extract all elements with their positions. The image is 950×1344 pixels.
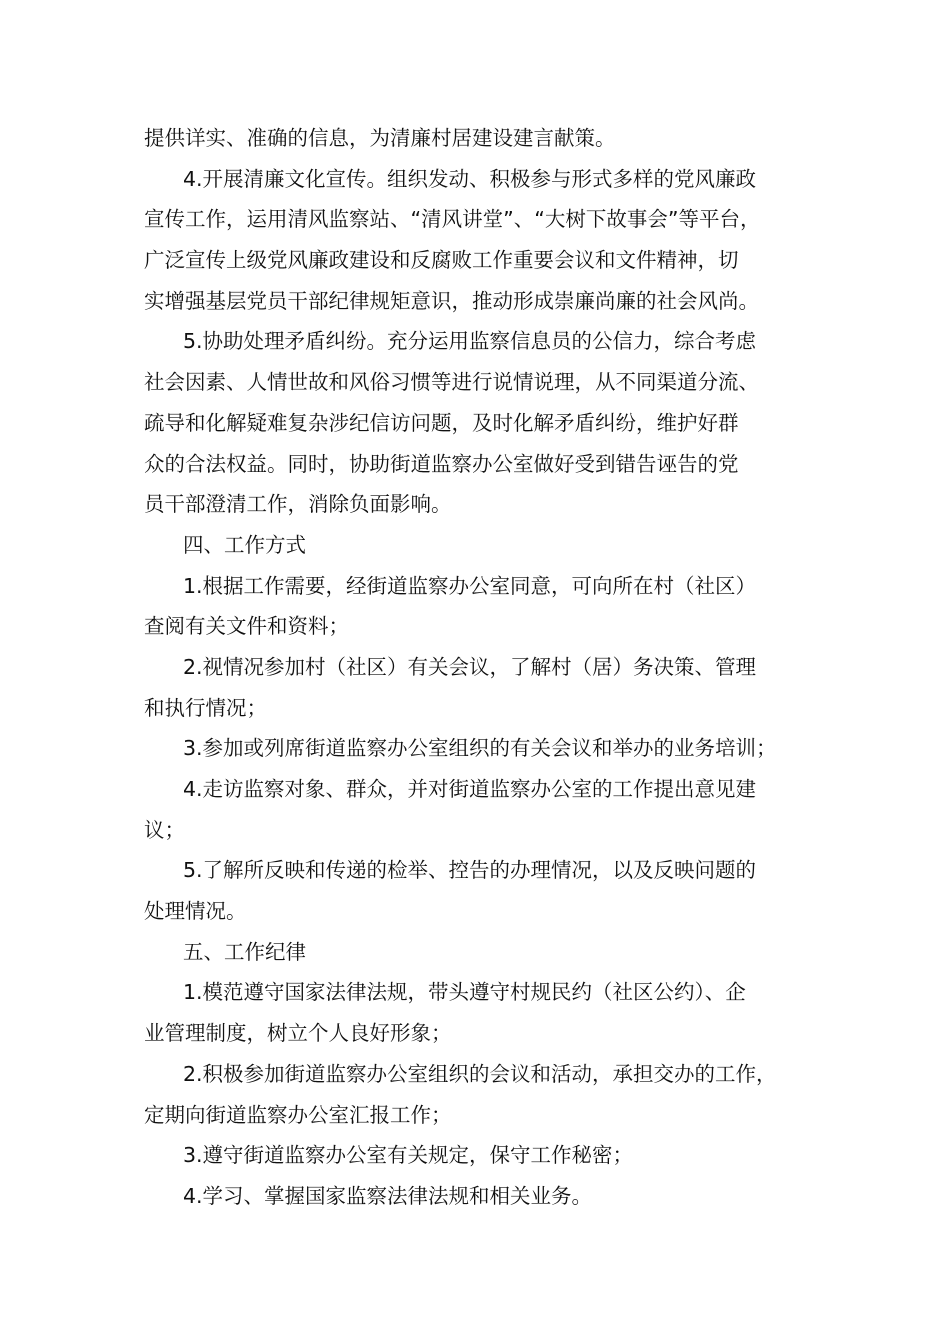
text-line: 1.模范遵守国家法律法规，带头遵守村规民约（社区公约）、企 [183,980,746,1005]
text-line: 5.了解所反映和传递的检举、控告的办理情况，以及反映问题的 [183,858,757,883]
section-heading: 四、工作方式 [183,532,306,557]
text-line: 定期向街道监察办公室汇报工作； [144,1102,452,1127]
text-line: 众的合法权益。同时，协助街道监察办公室做好受到错告诬告的党 [144,451,739,476]
text-line: 4.学习、掌握国家监察法律法规和相关业务。 [183,1183,593,1208]
text-line: 宣传工作，运用清风监察站、“清风讲堂”、“大树下故事会”等平台， [144,207,761,232]
text-line: 4.走访监察对象、群众，并对街道监察办公室的工作提出意见建 [183,777,757,801]
document-body [144,118,834,1217]
text-line: 4.开展清廉文化宣传。组织发动、积极参与形式多样的党风廉政 [183,166,757,191]
text-line: 3.遵守街道监察办公室有关规定，保守工作秘密； [183,1143,634,1168]
section-heading: 五、工作纪律 [183,939,306,964]
text-line: 3.参加或列席街道监察办公室组织的有关会议和举办的业务培训； [183,736,777,761]
text-line: 员干部澄清工作，消除负面影响。 [144,492,452,517]
text-line: 议； [144,817,185,842]
text-line: 1.根据工作需要，经街道监察办公室同意，可向所在村（社区） [183,573,757,598]
text-line: 社会因素、人情世故和风俗习惯等进行说情说理，从不同渠道分流、 [144,370,759,395]
text-line: 2.积极参加街道监察办公室组织的会议和活动，承担交办的工作， [183,1061,777,1086]
text-line: 广泛宣传上级党风廉政建设和反腐败工作重要会议和文件精神，切 [144,248,739,273]
text-line: 查阅有关文件和资料； [144,614,349,639]
text-line: 5.协助处理矛盾纠纷。充分运用监察信息员的公信力，综合考虑 [183,329,757,354]
text-line: 实增强基层党员干部纪律规矩意识，推动形成崇廉尚廉的社会风尚。 [144,288,759,313]
text-line: 2.视情况参加村（社区）有关会议，了解村（居）务决策、管理 [183,654,757,679]
text-line: 提供详实、准确的信息，为清廉村居建设建言献策。 [144,126,616,150]
text-line: 处理情况。 [144,899,247,924]
text-line: 业管理制度，树立个人良好形象； [144,1021,452,1046]
text-line: 和执行情况； [144,695,267,720]
text-line: 疏导和化解疑难复杂涉纪信访问题，及时化解矛盾纠纷，维护好群 [144,410,739,435]
